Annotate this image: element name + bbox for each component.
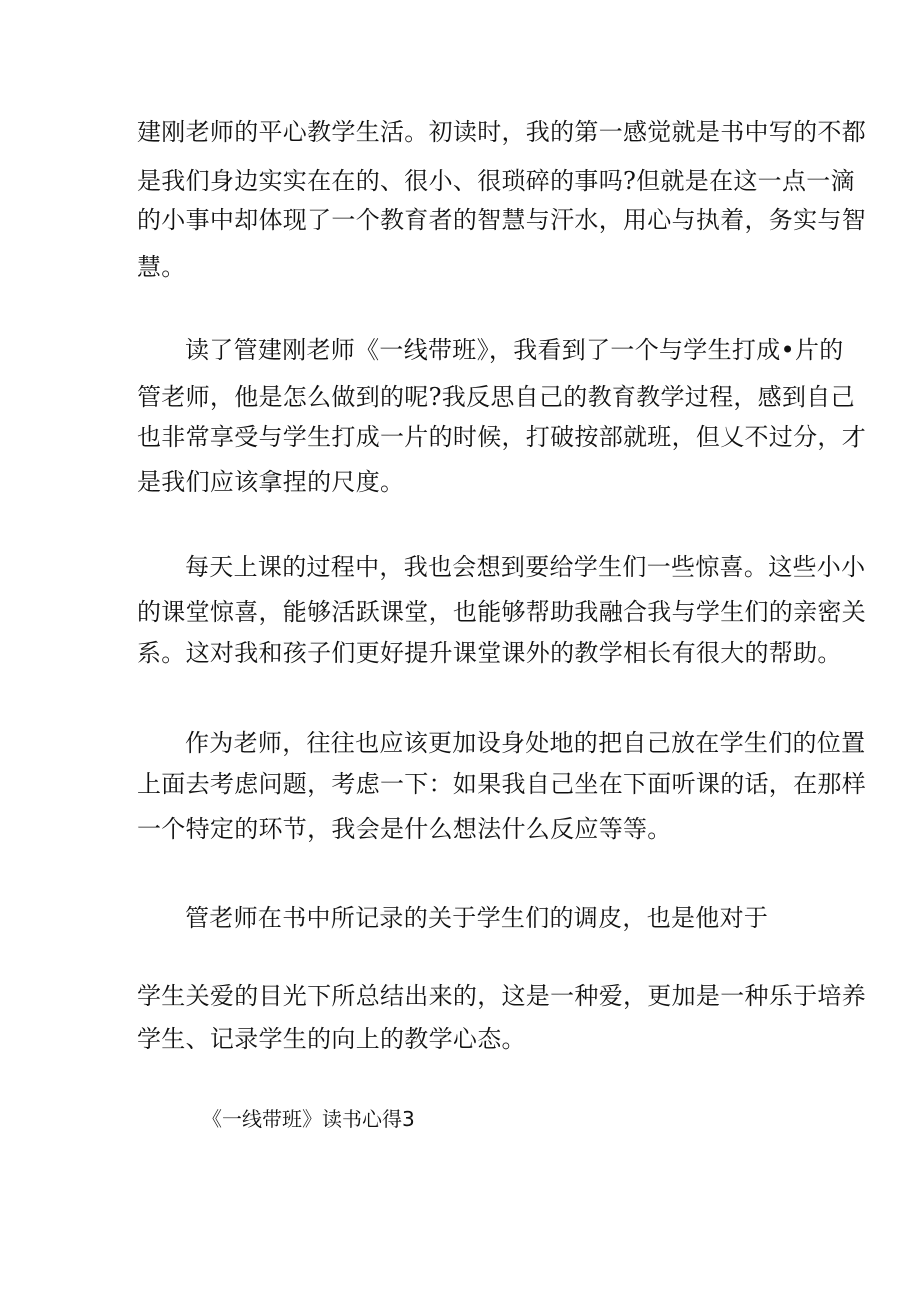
paragraph-2-line-3: 也非常享受与学生打成一片的时候，打破按部就班，但乂不过分，才: [137, 423, 866, 451]
paragraph-4-line-2: 上面去考虑问题，考虑一下：如果我自己坐在下面听课的话，在那样: [137, 770, 866, 798]
paragraph-4-line-3: 一个特定的环节，我会是什么想法什么反应等等。: [137, 815, 672, 843]
paragraph-3-line-1: 每天上课的过程中，我也会想到要给学生们一些惊喜。这些小小: [185, 553, 866, 581]
paragraph-1-line-4: 慧。: [137, 253, 186, 281]
paragraph-1-line-1: 建刚老师的平心教学生活。初读时，我的第一感觉就是书中写的不都: [137, 118, 866, 146]
paragraph-2-line-2: 管老师，他是怎么做到的呢?我反思自己的教育教学过程，感到自己: [137, 383, 855, 411]
paragraph-2-line-1: 读了管建刚老师《一线带班》，我看到了一个与学生打成•片的: [185, 336, 844, 364]
paragraph-1-line-3: 的小事中却体现了一个教育者的智慧与汗水，用心与执着，务实与智: [137, 206, 866, 234]
paragraph-6-line-1: 学生关爱的目光下所总结出来的，这是一种爱，更加是一种乐于培养: [137, 982, 866, 1010]
paragraph-3-line-2: 的课堂惊喜，能够活跃课堂，也能够帮助我融合我与学生们的亲密关: [137, 598, 866, 626]
section-heading: 《一线带班》读书心得3: [202, 1107, 415, 1131]
paragraph-1-line-2: 是我们身边实实在在的、很小、很琐碎的事吗?但就是在这一点一滴: [137, 167, 855, 195]
paragraph-5-line-1: 管老师在书中所记录的关于学生们的调皮，也是他对于: [185, 904, 769, 932]
paragraph-2-line-4: 是我们应该拿捏的尺度。: [137, 468, 405, 496]
paragraph-4-line-1: 作为老师，往往也应该更加设身处地的把自己放在学生们的位置: [185, 729, 866, 757]
paragraph-3-line-3: 系。这对我和孩子们更好提升课堂课外的教学相长有很大的帮助。: [137, 639, 842, 667]
paragraph-6-line-2: 学生、记录学生的向上的教学心态。: [137, 1025, 526, 1053]
